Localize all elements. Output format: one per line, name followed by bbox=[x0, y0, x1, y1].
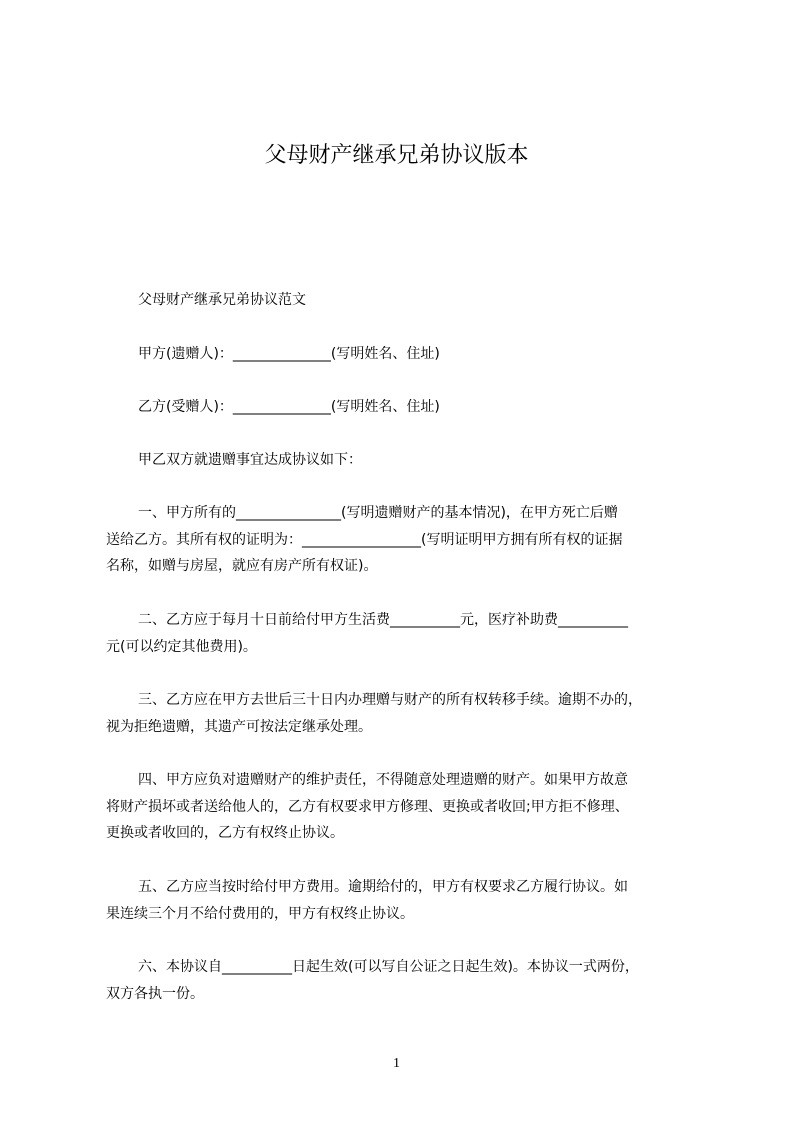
clause-2 bbox=[106, 607, 706, 660]
clause-5 bbox=[106, 874, 706, 927]
text-line: 乙方(受赠人)：______________(写明姓名、住址) bbox=[138, 399, 440, 415]
text-line: 视为拒绝遗赠，其遗产可按法定继承处理。 bbox=[106, 718, 372, 735]
text-line: 果连续三个月不给付费用的，甲方有权终止协议。 bbox=[106, 905, 414, 922]
text-line: 更换或者收回的，乙方有权终止协议。 bbox=[106, 825, 344, 841]
text-line: 父母财产继承兄弟协议范文 bbox=[138, 292, 306, 308]
text-line: 甲方(遗赠人)：______________(写明姓名、住址) bbox=[138, 346, 440, 362]
text-line: 将财产损坏或者送给他人的，乙方有权要求甲方修理、更换或者收回;甲方拒不修理、 bbox=[106, 798, 629, 815]
text-line: 双方各执一份。 bbox=[106, 985, 204, 1002]
document-title: 父母财产继承兄弟协议版本 bbox=[264, 143, 529, 168]
text-line: 甲乙双方就遗赠事宜达成协议如下： bbox=[138, 452, 362, 468]
party-b-line bbox=[106, 394, 706, 421]
clause-3 bbox=[106, 687, 706, 740]
text-line: 六、本协议自__________日起生效(可以写自公证之日起生效)。本协议一式两份， bbox=[138, 959, 639, 975]
text-line: 三、乙方应在甲方去世后三十日内办理赠与财产的所有权转移手续。逾期不办的， bbox=[138, 692, 642, 708]
clause-6 bbox=[106, 954, 706, 1007]
party-a-line bbox=[106, 341, 706, 368]
text-line: 名称，如赠与房屋，就应有房产所有权证)。 bbox=[106, 558, 378, 574]
text-line: 四、甲方应负对遗赠财产的维护责任，不得随意处理遗赠的财产。如果甲方故意 bbox=[138, 772, 628, 788]
text-line: 五、乙方应当按时给付甲方费用。逾期给付的，甲方有权要求乙方履行协议。如 bbox=[138, 879, 628, 895]
clause-4 bbox=[106, 767, 706, 847]
page-number: 1 bbox=[393, 1056, 400, 1071]
agreement-intro bbox=[106, 447, 706, 474]
text-line: 元(可以约定其他费用)。 bbox=[106, 638, 257, 655]
document-subtitle bbox=[106, 287, 706, 314]
clause-1 bbox=[106, 500, 706, 580]
text-line: 送给乙方。其所有权的证明为：_________________(写明证明甲方拥有所有权的证据 bbox=[106, 531, 623, 548]
text-line: 一、甲方所有的_______________(写明遗赠财产的基本情况)，在甲方死亡后赠 bbox=[138, 505, 618, 521]
text-line: 二、乙方应于每月十日前给付甲方生活费__________元，医疗补助费__________ bbox=[138, 612, 628, 628]
